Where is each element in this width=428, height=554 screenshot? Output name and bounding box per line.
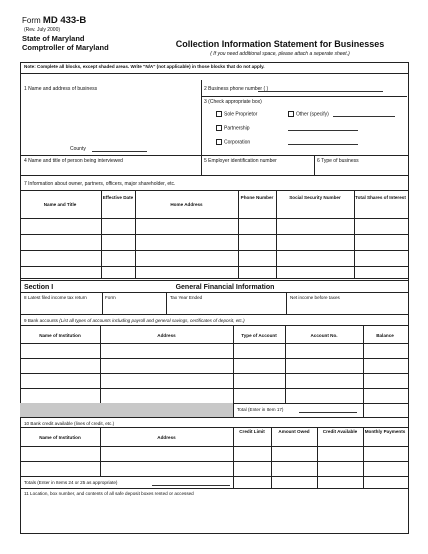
other-specify-field[interactable] [333, 116, 395, 117]
block11-label: 11 Location, box number, and contents of all safe deposit boxes rented or accessed [24, 491, 194, 496]
form-note: Note: Complete all blocks, except shaded areas. Write "N/A" (not applicable) in those blocks that do not apply. [24, 64, 265, 69]
section1-label: Section I [24, 284, 54, 291]
form-number: MD 433-B [42, 15, 87, 26]
col-credit-available: Credit Available [322, 429, 358, 434]
col-bank-institution: Name of Institution [39, 333, 81, 338]
col-type-account: Type of Account [241, 333, 277, 338]
block8-net-income: Net income before taxes [290, 295, 340, 300]
partnership-field[interactable] [288, 130, 358, 131]
form-id [22, 16, 86, 25]
block8-label: 8 Latest filed income tax return [24, 295, 87, 300]
col-credit-address: Address [157, 435, 176, 440]
block10-totals-field[interactable] [152, 485, 230, 486]
revision-date: (Rev. July 2000) [24, 27, 61, 33]
option-sole-proprietor[interactable]: Sole Proprietor [216, 111, 257, 117]
section1-title: General Financial Information [175, 284, 275, 291]
option-corporation[interactable]: Corporation [216, 139, 250, 145]
col-total-shares: Total Shares of Interest [355, 195, 406, 200]
block5-label: 5 Employer identification number [204, 158, 277, 164]
form-label: Form [22, 16, 41, 25]
col-ssn: Social Security Number [289, 195, 341, 200]
partnership-checkbox[interactable] [216, 125, 222, 131]
county-field[interactable] [92, 151, 147, 152]
page-title: Collection Information Statement for Businesses [175, 39, 385, 49]
business-phone-field[interactable] [258, 91, 383, 92]
block10-totals-label: Totals (Enter in Items 24 or 25 as appropriate) [24, 480, 118, 485]
page-subtitle: ( If you need additional space, please attach a seperate sheet.) [210, 51, 350, 57]
corporation-checkbox[interactable] [216, 139, 222, 145]
option-other[interactable]: Other (specify) [288, 111, 329, 117]
col-phone-number: Phone Number [240, 195, 274, 200]
county-label: County [70, 146, 86, 152]
block9-total-label: Total (Enter in Item 17) [237, 407, 284, 412]
block4-label: 4 Name and title of person being interviewed [24, 158, 123, 164]
block7-label: 7 Information about owner, partners, officers, major shareholder, etc. [24, 181, 176, 187]
state-name: State of Maryland [22, 34, 85, 43]
block8-form: Form [105, 295, 116, 300]
sole-proprietor-checkbox[interactable] [216, 111, 222, 117]
block8-tax-year: Tax Year Ended [170, 295, 203, 300]
block9-label: 9 Bank accounts (List all types of accounts including payroll and general savings, certificates of deposit, etc.) [24, 318, 245, 323]
block9-total-field[interactable] [299, 412, 357, 413]
col-home-address: Home Address [170, 202, 203, 207]
block10-label: 10 Bank credit available (lines of credit, etc.) [24, 421, 115, 426]
col-balance: Balance [376, 333, 394, 338]
col-name-title: Name and Title [43, 202, 77, 207]
col-effective-date: Effective Date [102, 195, 134, 200]
block1-label: 1 Name and address of business [24, 86, 98, 92]
corporation-field[interactable] [288, 144, 358, 145]
col-account-no: Account No. [310, 333, 338, 338]
col-credit-institution: Name of Institution [39, 435, 81, 440]
other-checkbox[interactable] [288, 111, 294, 117]
option-partnership[interactable]: Partnership [216, 125, 250, 131]
col-monthly-payments: Monthly Payments [364, 429, 406, 434]
block6-label: 6 Type of business [317, 158, 359, 164]
col-credit-limit: Credit Limit [239, 429, 265, 434]
block2-label: 2 Business phone number ( ) [204, 86, 269, 92]
col-amount-owed: Amount Owed [278, 429, 310, 434]
shaded-area [20, 403, 233, 417]
agency-name: Comptroller of Maryland [22, 43, 109, 52]
col-bank-address: Address [157, 333, 176, 338]
block3-label: 3 (Check appropriate box) [204, 99, 262, 105]
